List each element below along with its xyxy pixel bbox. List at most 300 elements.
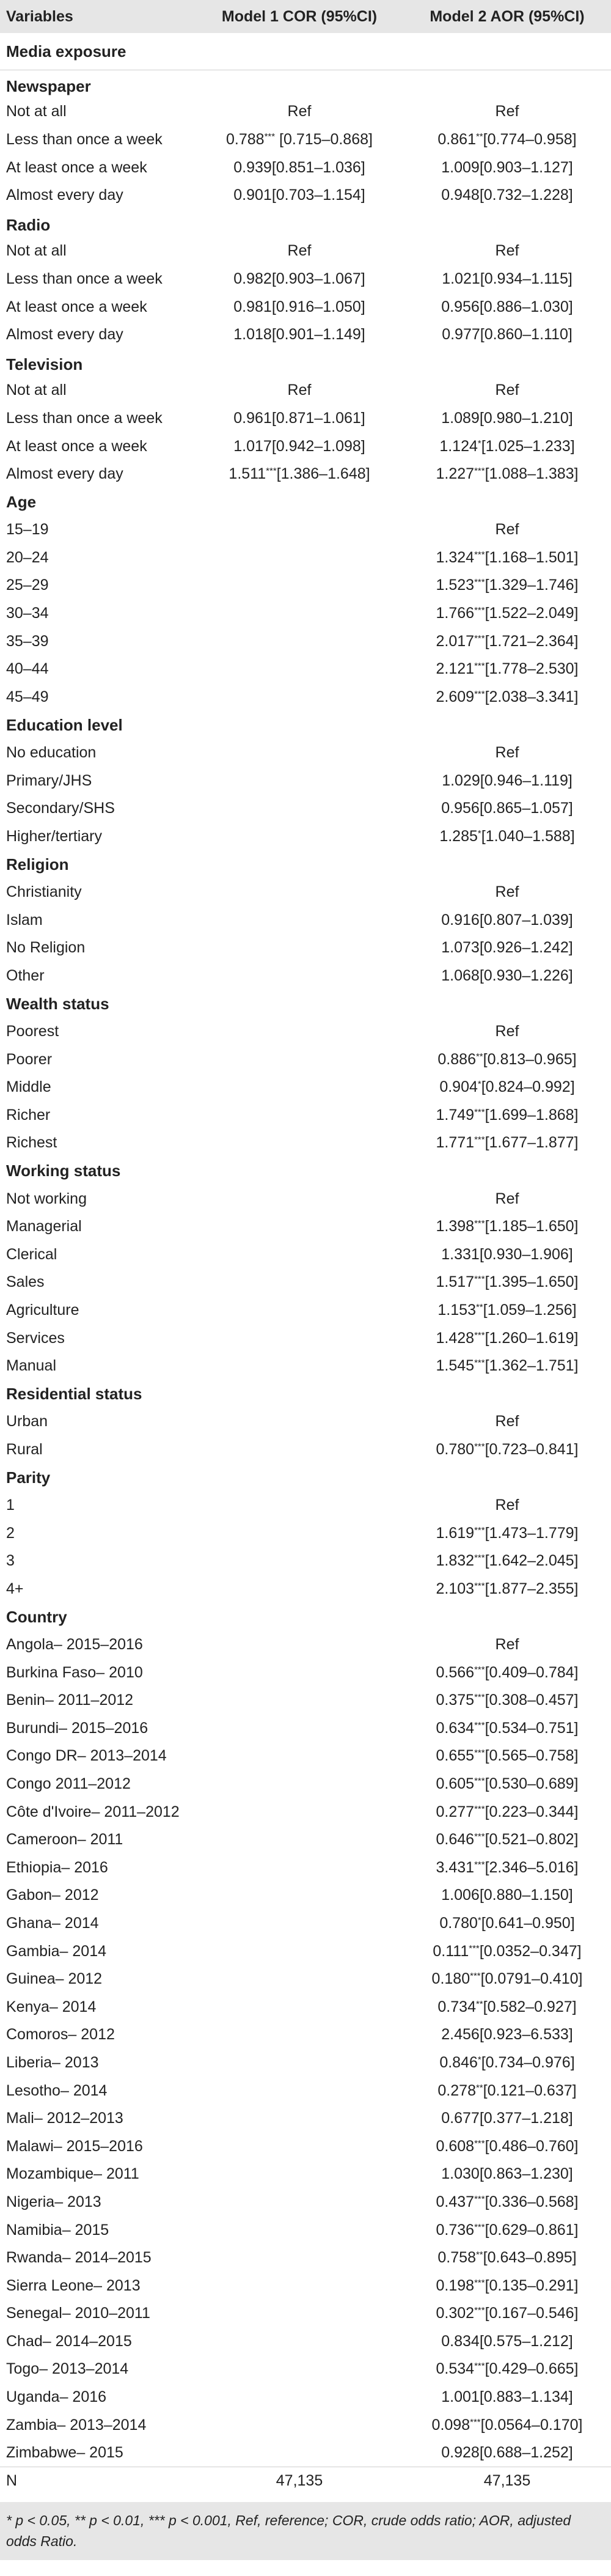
model2-cell [403,767,611,795]
table-row [0,516,611,544]
confidence-interval: [1.260–1.619] [485,1329,579,1347]
row-label: Uganda– 2016 [6,2388,107,2406]
odds-ratio-value: 1.030 [441,2165,480,2183]
odds-ratio-value: 2.017 [436,632,475,650]
model2-cell [403,1798,611,1826]
significance-marker: * [477,1079,481,1090]
confidence-interval: [0.377–1.218] [479,2110,573,2127]
model1-cell [196,293,403,321]
table-row [0,1101,611,1129]
odds-ratio-value: 2.103 [436,1580,475,1597]
model2-cell [403,1575,611,1603]
table-row [0,2300,611,2328]
row-label: 30–34 [6,605,49,622]
odds-ratio-value: 0.180 [431,1970,470,1988]
table-row [0,2216,611,2244]
odds-ratio-value: 0.634 [436,1719,475,1737]
odds-ratio-value: 1.124 [439,437,478,455]
table-row [0,2049,611,2077]
model1-cell [196,1073,403,1102]
confidence-interval: [1.386–1.648] [276,465,370,483]
table-footnote: * p < 0.05, ** p < 0.01, *** p < 0.001, Ref, reference; COR, crude odds ratio; AOR, adjusted odds Ratio. [0,2502,611,2560]
confidence-interval: [2.038–3.341] [485,688,579,705]
model1-cell [196,1882,403,1910]
table-row [0,823,611,851]
significance-marker: *** [264,131,276,142]
row-label: Burundi– 2015–2016 [6,1719,148,1737]
section-label: Education level [6,715,123,734]
table-row [0,1715,611,1743]
significance-marker: ** [475,131,483,142]
row-label: Less than once a week [6,409,163,427]
row-label: Sierra Leone– 2013 [6,2276,141,2294]
odds-ratio-value: Ref [495,1413,519,1430]
significance-marker: *** [469,1943,480,1954]
model2-cell [403,1715,611,1743]
model1-cell [196,1519,403,1547]
row-label: At least once a week [6,298,147,315]
odds-ratio-value: 0.677 [441,2110,480,2127]
confidence-interval: [0.934–1.115] [480,270,573,287]
model2-cell [403,1937,611,1965]
model1-cell [196,321,403,349]
section-header-row [0,850,611,878]
significance-marker: *** [474,1330,485,1341]
row-label: Not at all [6,103,67,120]
odds-ratio-value: 1.766 [436,605,475,622]
odds-ratio-value: 1.018 [233,326,272,344]
significance-marker: *** [474,577,485,588]
row-label: Almost every day [6,186,123,204]
confidence-interval: [0.521–0.802] [485,1831,579,1849]
model2-cell [403,2105,611,2133]
table-row [0,627,611,655]
odds-ratio-value: 1.017 [233,437,272,455]
odds-ratio-value: 0.961 [233,409,272,427]
table-row [0,1910,611,1938]
model1-cell [196,516,403,544]
model2-cell [403,1687,611,1715]
table-row [0,1965,611,1993]
confidence-interval: [0.582–0.927] [483,1998,577,2015]
model1-cell [196,2105,403,2133]
odds-ratio-value: 0.901 [233,186,272,204]
model2-cell [403,1045,611,1073]
model2-cell [403,1770,611,1798]
confidence-interval: [1.329–1.746] [485,576,579,594]
significance-marker: *** [474,1776,485,1787]
table-row [0,1324,611,1352]
table-row [0,2188,611,2217]
confidence-interval: [1.877–2.355] [485,1580,579,1597]
model1-cell [196,906,403,934]
significance-marker: ** [475,1998,483,2009]
model2-cell [403,153,611,182]
confidence-interval: [0.863–1.230] [479,2165,573,2183]
odds-ratio-value: 0.780 [439,1914,478,1932]
model1-cell [196,1436,403,1464]
odds-ratio-value: 1.523 [436,576,475,594]
odds-ratio-value: 0.566 [436,1663,475,1681]
table-row [0,906,611,934]
odds-ratio-value: 1.153 [437,1301,476,1319]
section-label: Newspaper [6,76,91,95]
table-row [0,1408,611,1436]
odds-ratio-value: 0.956 [441,800,480,817]
confidence-interval: [1.699–1.868] [485,1106,579,1124]
row-label: 25–29 [6,576,49,594]
model2-cell [403,1658,611,1687]
section-header-row [0,1157,611,1185]
row-label: At least once a week [6,158,147,176]
table-body [0,33,611,2495]
row-label: Congo 2011–2012 [6,1775,131,1793]
model1-cell [196,2300,403,2328]
confidence-interval: [0.723–0.841] [485,1440,579,1458]
significance-marker: *** [474,2138,485,2149]
confidence-interval: [0.824–0.992] [481,1078,575,1096]
section-label: Radio [6,216,51,235]
odds-ratio-value: 0.904 [439,1078,478,1096]
significance-marker: *** [474,1803,485,1814]
confidence-interval: [0.930–1.906] [479,1245,573,1263]
model2-cell [403,627,611,655]
significance-marker: * [477,1915,481,1926]
odds-ratio-value: 1.073 [441,939,480,957]
model2-cell [403,237,611,265]
odds-ratio-value: 1.029 [442,771,480,789]
confidence-interval: [0.409–0.784] [485,1663,579,1681]
odds-ratio-value: 0.278 [437,2081,476,2099]
confidence-interval: [1.185–1.650] [485,1218,579,1235]
model1-cell [196,405,403,433]
model2-cell [403,655,611,683]
model2-cell [403,1352,611,1380]
confidence-interval: [0.942–1.098] [271,437,365,455]
confidence-interval: [0.807–1.039] [479,911,573,929]
table-row [0,2272,611,2300]
subsection-header-row [0,70,611,98]
odds-ratio-value: 0.886 [437,1050,476,1068]
table-row [0,98,611,126]
table-row [0,2077,611,2105]
significance-marker: *** [474,466,485,477]
model2-cell [403,878,611,907]
confidence-interval: [0.308–0.457] [485,1691,579,1709]
section-header-row [0,1380,611,1408]
confidence-interval: [1.362–1.751] [485,1357,579,1375]
model2-cell [403,1240,611,1268]
confidence-interval: [0.167–0.546] [485,2305,579,2322]
section-header-row [0,1463,611,1492]
model1-cell [196,683,403,712]
model1-cell [196,2272,403,2300]
confidence-interval: [1.778–2.530] [485,660,579,678]
table-row [0,405,611,433]
confidence-interval: [0.534–0.751] [485,1719,579,1737]
table-row [0,1045,611,1073]
confidence-interval: [1.059–1.256] [483,1301,577,1319]
model2-cell [403,265,611,293]
model1-cell [196,98,403,126]
row-label: Agriculture [6,1301,79,1319]
confidence-interval: [0.223–0.344] [485,1803,579,1820]
table-row [0,1826,611,1854]
row-label: Richer [6,1106,51,1124]
model1-cell [196,2216,403,2244]
model2-cell [403,1742,611,1770]
confidence-interval: [0.565–0.758] [485,1747,579,1765]
significance-marker: ** [475,1051,483,1062]
model2-cell [403,321,611,349]
row-label: 2 [6,1524,15,1542]
model1-cell [196,2383,403,2412]
odds-ratio-value: Ref [495,381,519,399]
model1-cell [196,2411,403,2439]
model1-cell [196,460,403,488]
model1-cell [196,2439,403,2467]
significance-marker: *** [470,1971,481,1982]
model1-cell [196,1715,403,1743]
model1-cell [196,182,403,210]
odds-ratio-value: Ref [495,1636,519,1654]
model1-cell [196,1631,403,1659]
row-label: Urban [6,1413,48,1430]
table-row [0,1240,611,1268]
table-row [0,2132,611,2160]
confidence-interval: [1.522–2.049] [485,605,579,622]
significance-marker: *** [474,1553,485,1564]
significance-marker: *** [474,1831,485,1842]
model2-cell [403,1547,611,1575]
model2-cell [403,1436,611,1464]
table-row [0,767,611,795]
row-label: Almost every day [6,326,123,344]
model2-cell [403,516,611,544]
row-label: 1 [6,1496,15,1514]
odds-ratio-value: 0.758 [437,2249,476,2267]
odds-ratio-value: 1.511 [229,465,266,483]
model2-cell [403,795,611,823]
significance-marker: *** [474,2361,485,2372]
row-label: Namibia– 2015 [6,2221,109,2239]
model2-cell [403,2077,611,2105]
confidence-interval: [0.575–1.212] [479,2332,573,2350]
model2-cell [403,544,611,572]
model1-cell [196,1910,403,1938]
significance-marker: *** [470,2416,481,2427]
row-label: Benin– 2011–2012 [6,1691,134,1709]
table-row [0,1658,611,1687]
section-label: Wealth status [6,994,109,1013]
row-label: Services [6,1329,65,1347]
model2-cell [403,823,611,851]
row-label: Togo– 2013–2014 [6,2360,129,2378]
section-header-row [0,711,611,739]
table-row [0,1575,611,1603]
odds-ratio-value: Ref [495,1022,519,1040]
odds-ratio-value: 1.001 [441,2388,480,2406]
significance-marker: *** [474,1441,485,1452]
model1-cell [196,2049,403,2077]
table-row [0,2244,611,2272]
significance-marker: *** [474,1525,485,1536]
row-label: Almost every day [6,465,123,483]
model2-cell [403,962,611,990]
model1-cell [196,1687,403,1715]
odds-ratio-value: 0.111 [433,1942,469,1960]
confidence-interval: [0.903–1.067] [271,270,365,287]
confidence-interval: [0.886–1.030] [479,298,573,315]
row-label: Islam [6,911,43,929]
row-label: Secondary/SHS [6,800,115,817]
table-row [0,2328,611,2356]
model2-cell [403,460,611,488]
row-label: Primary/JHS [6,771,92,789]
odds-ratio-value: 1.428 [436,1329,475,1347]
model1-cell [196,2467,403,2495]
model2-cell [403,683,611,712]
row-label: Rural [6,1440,43,1458]
model2-cell [403,2244,611,2272]
model1-cell [196,2188,403,2217]
model2-cell [403,2049,611,2077]
confidence-interval: [1.642–2.045] [485,1552,579,1570]
model2-cell [403,432,611,460]
section-label: Age [6,493,37,512]
odds-ratio-value: Ref [495,242,519,260]
row-label: 15–19 [6,521,49,539]
model1-cell [196,2077,403,2105]
table-row [0,377,611,405]
section-label: Country [6,1607,67,1626]
model1-cell [196,1297,403,1325]
confidence-interval: [0.903–1.127] [479,158,573,176]
significance-marker: *** [474,1218,485,1229]
table-row [0,1297,611,1325]
confidence-interval: [0.641–0.950] [481,1914,575,1932]
odds-ratio-value: 0.861 [437,130,476,148]
model2-cell [403,2411,611,2439]
row-label: Comoros– 2012 [6,2026,115,2044]
subsection-header-row [0,348,611,377]
odds-ratio-value: 0.302 [436,2305,475,2322]
confidence-interval: [0.715–0.868] [275,130,373,148]
odds-ratio-value: 1.089 [441,409,480,427]
significance-marker: *** [474,1720,485,1731]
confidence-interval: [0.883–1.134] [479,2388,573,2406]
model1-cell [196,795,403,823]
odds-ratio-value: 0.846 [439,2053,478,2071]
odds-ratio-value: 1.285 [439,827,478,845]
row-label: Other [6,966,45,984]
row-label: Kenya– 2014 [6,1998,97,2015]
odds-ratio-value: 1.324 [436,548,475,566]
odds-ratio-value: 0.788 [226,130,265,148]
model2-cell [403,2383,611,2412]
model1-cell [196,1798,403,1826]
section-label: Parity [6,1468,51,1487]
row-label: Gambia– 2014 [6,1942,107,1960]
row-label: Liberia– 2013 [6,2053,99,2071]
odds-ratio-value: 0.605 [436,1775,475,1793]
odds-ratio-value: 3.431 [436,1858,475,1876]
confidence-interval: [0.429–0.665] [485,2360,579,2378]
header-model2: Model 2 AOR (95%CI) [430,7,585,25]
model2-cell [403,98,611,126]
row-label: No education [6,744,97,762]
model2-cell [403,2132,611,2160]
row-label: Sales [6,1273,45,1291]
row-label: Not at all [6,381,67,399]
odds-ratio-value: 0.375 [436,1691,475,1709]
table-row [0,1018,611,1046]
section-header-row [0,33,611,70]
significance-marker: * [477,438,481,449]
significance-marker: *** [474,1859,485,1870]
confidence-interval: [1.395–1.650] [485,1273,579,1291]
confidence-interval: [0.135–0.291] [485,2276,579,2294]
model2-cell [403,2021,611,2049]
significance-marker: *** [474,688,485,699]
confidence-interval: [0.865–1.057] [479,800,573,817]
table-row [0,1185,611,1213]
table-row [0,2355,611,2383]
odds-ratio-value: Ref [495,103,519,120]
row-label: Ghana– 2014 [6,1914,99,1932]
confidence-interval: [0.486–0.760] [485,2137,579,2155]
odds-ratio-value: 1.771 [436,1134,475,1152]
row-label: 4+ [6,1580,24,1597]
model2-cell [403,2439,611,2467]
row-label: Zimbabwe– 2015 [6,2444,123,2462]
row-label: Manual [6,1357,56,1375]
significance-marker: ** [475,2250,483,2261]
odds-ratio-value: 1.398 [436,1218,475,1235]
model1-cell [196,1937,403,1965]
table-header [0,0,611,33]
significance-marker: *** [474,605,485,616]
row-label: Côte d'Ivoire– 2011–2012 [6,1803,180,1820]
table-row [0,1129,611,1157]
odds-ratio-value: 1.009 [441,158,480,176]
confidence-interval: [1.025–1.233] [481,437,575,455]
table-row [0,460,611,488]
odds-ratio-value: Ref [287,381,312,399]
table-row [0,2383,611,2412]
model2-cell [403,2188,611,2217]
model2-cell [403,934,611,962]
row-label: Clerical [6,1245,57,1263]
model1-cell [196,1408,403,1436]
significance-marker: *** [474,1664,485,1675]
odds-ratio-value: 1.832 [436,1552,475,1570]
model1-cell [196,1240,403,1268]
row-label: Burkina Faso– 2010 [6,1663,143,1681]
odds-ratio-value: Ref [495,744,519,762]
model1-cell [196,1129,403,1157]
odds-ratio-value: 0.982 [233,270,272,287]
table-row [0,1798,611,1826]
model1-cell [196,377,403,405]
row-label: Nigeria– 2013 [6,2193,101,2210]
confidence-interval: [0.813–0.965] [483,1050,577,1068]
significance-marker: *** [474,633,485,644]
confidence-interval: [0.980–1.210] [479,409,573,427]
confidence-interval: [0.732–1.228] [479,186,573,204]
section-label: Religion [6,855,69,874]
confidence-interval: [0.871–1.061] [271,409,365,427]
